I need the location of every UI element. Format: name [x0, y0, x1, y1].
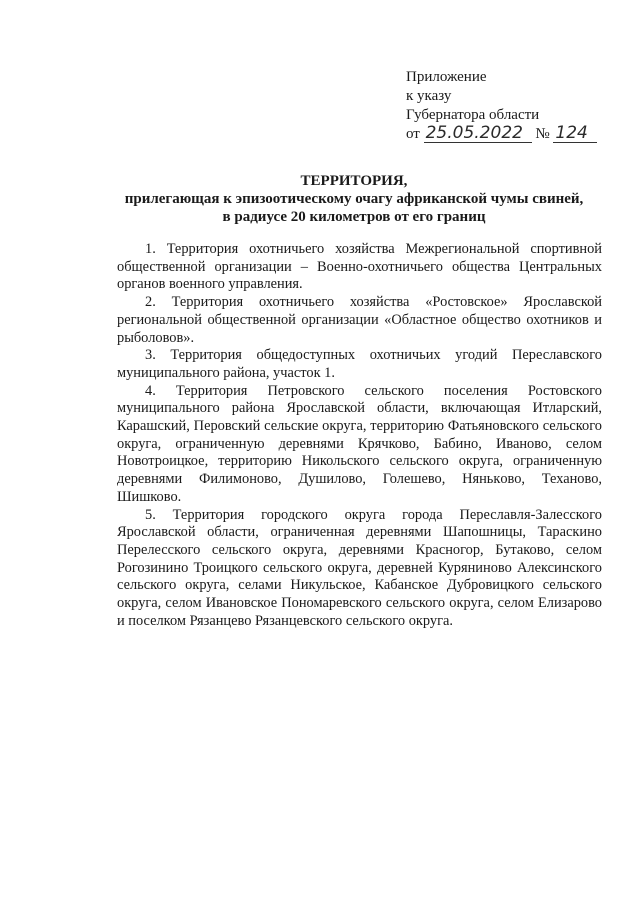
handwritten-number: 124 [553, 125, 597, 143]
list-item: 2. Территория охотничьего хозяйства «Ростовское» Ярославской региональной общественной организации «Областное общество охотников и рыболовов». [117, 294, 602, 346]
number-prefix: № [535, 126, 550, 142]
document-title [100, 172, 608, 226]
title-heading: ТЕРРИТОРИЯ, [300, 173, 408, 189]
title-line-2: прилегающая к эпизоотическому очагу африканской чумы свиней, [124, 191, 584, 207]
appendix-decree-label: к указу [406, 88, 452, 104]
appendix-label: Приложение [406, 69, 487, 85]
appendix-date-line [406, 125, 597, 144]
appendix-issuer-label: Губернатора области [406, 107, 540, 123]
list-item: 3. Территория общедоступных охотничьих угодий Переславского муниципального района, участок 1. [117, 347, 602, 381]
list-item: 5. Территория городского округа города Переславля-Залесского Ярославской области, ограниченная деревнями Шапошницы, Тараскино Перелесского сельского округа, деревнями Красногор, Бутаково, селом Рогозинино Троицкого сельского округа, деревней Куряниново Алексинского сельского округа, селами Никульское, Кабанское Дубровицкого сельского округа, селом Ивановское Пономаревского сельского округа, селом Елизарово и поселком Рязанцево Рязанцевского сельского округа. [117, 506, 602, 629]
list-item: 4. Территория Петровского сельского поселения Ростовского муниципального района Ярославской области, включающая Итларский, Карашский, Перовский сельские округа, территорию Фатьяновского сельского округа, ограниченную деревнями Крячково, Бабино, Иваново, селом Новотроицкое, территорию Никольского сельского округа, ограниченную деревнями Филимоново, Душилово, Голешево, Нянькoво, Теханово, Шишково. [117, 382, 602, 505]
list-item: 1. Территория охотничьего хозяйства Межрегиональной спортивной общественной организации – Военно-охотничьего общества Центральных органов военного управления. [117, 241, 602, 293]
handwritten-date: 25.05.2022 [424, 125, 532, 143]
appendix-header [406, 68, 597, 144]
document-body [117, 241, 602, 630]
title-line-3: в радиусе 20 километров от его границ [222, 209, 486, 225]
date-prefix: от [406, 126, 420, 142]
